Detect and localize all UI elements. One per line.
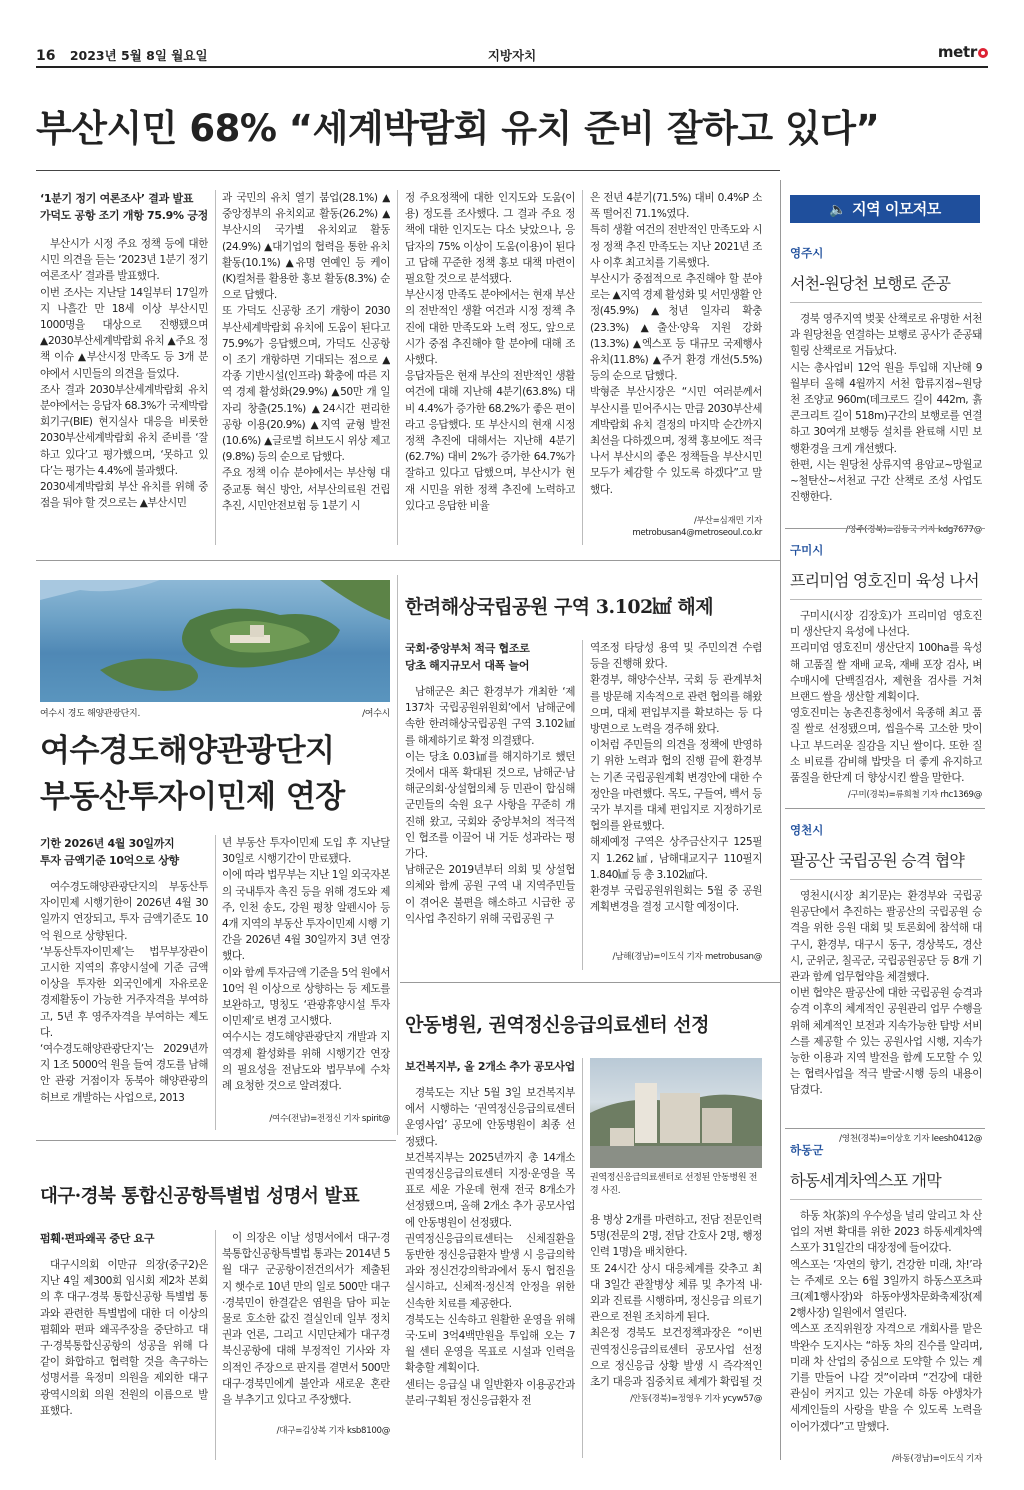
yeosu-col1: [40, 835, 208, 1129]
sidebar-item-byline: /영주(경북)=김동국 기자 kdg7677@: [845, 525, 982, 535]
daegu-headline: 대구·경북 통합신공항특별법 성명서 발표: [40, 1186, 360, 1207]
andong-photo-caption: 권역정신응급의료센터로 선정된 안동병원 전경 사진.: [590, 1173, 758, 1196]
hallyeo-col1: [405, 640, 575, 984]
rule: [790, 599, 982, 600]
paragraph: 남해군은 최근 환경부가 개최한 ‘제137차 국립공원위원회’에서 남해군에 속한 한려해상국립공원 구역 3.102㎢를 해제하기로 확정 의결됐다. 이는 당초 0.03㎢를 해지하기로 했던 것에서 대폭 확대된 것으로, 남해군·남해군의회·상설협의체 등 민관이 합심해 군민들의 숙원 요구 사항을 꾸준히 개진해 왔고, 국회와 중앙부처의 적극적인 협조를 이끌어 내 거둔 성과라는 평가다. 남해군은 2019년부터 의회 및 상설협의체와 함께 공원 구역 내 지역주민들이 겪어온 불편을 해소하고 시급한 공익사업 추진하기 위해 국립공원 구: [405, 686, 575, 925]
sidebar-separator: [785, 528, 985, 529]
main-article-text-4: [590, 190, 762, 512]
page-number: 16: [36, 48, 56, 64]
main-article-col4: [590, 190, 762, 538]
column-rule: [582, 640, 583, 970]
sidebar-heading-text: 지역 이모저모: [852, 200, 941, 218]
main-subhead-2: 가덕도 공항 조기 개항 75.9% 긍정: [40, 209, 208, 222]
daegu-text-1: [40, 1257, 208, 1437]
yeosu-text-1: [40, 879, 208, 1129]
column-rule: [397, 575, 398, 1135]
issue-date: 2023년 5월 8일 월요일: [69, 48, 208, 63]
sidebar-item: [790, 822, 982, 1144]
sidebar-separator: [785, 808, 985, 809]
andong-subhead: 보건복지부, 올 2개소 추가 공모사업: [405, 1060, 575, 1073]
sidebar-item-byline: /하동(경남)=이도식 기자: [891, 1454, 982, 1464]
hallyeo-text-1: [405, 684, 575, 984]
daegu-col1: [40, 1230, 208, 1437]
sidebar-item-title: 팔공산 국립공원 승격 협약: [790, 851, 965, 870]
daegu-text-2: [222, 1230, 390, 1422]
brand-logo-mark: [978, 48, 988, 58]
hallyeo-headline: 한려해상국립공원 구역 3.102㎢ 해제: [405, 596, 714, 618]
yeosu-photo-credit: /여수시: [362, 709, 390, 719]
rule: [790, 879, 982, 880]
header-rule: [36, 66, 988, 68]
paragraph: 대구시의회 이만규 의장(중구2)은 지난 4일 제300회 임시회 제2차 본회의 후 대구·경북 통합신공항 특별법 통과와 관련한 특별법에 대한 더 이상의 폄훼와 편파 왜곡주장을 중단하고 대구·경북통합신공항의 성공을 위해 다같이 화합하고 협력할 것을 촉구하는 성명서를 육정미 의원을 제외한 대구광역시의회 의원 전원의 이름으로 발표했다.: [40, 1259, 208, 1417]
brand-logo-text: metr: [937, 43, 977, 61]
sidebar-item-byline: /영천(경북)=이상호 기자 leesh0412@: [839, 1134, 982, 1144]
column-rule: [215, 1230, 216, 1460]
sidebar-item-text: [790, 311, 982, 521]
andong-col1: [405, 1058, 575, 1425]
paragraph: 용 병상 2개를 마련하고, 전담 전문인력 5명(전문의 2명, 전담 간호사 2명, 행정인력 1명)을 배치한다. 또 24시간 상시 대응체계를 갖추고 최대 3일간 관찰병상 체류 및 추가적 내·외과 진료를 시행하며, 정신응급 의료기관으로 전원 조치하게 된다. 최은정 경북도 보건정책과장은 “이번 권역정신응급의료센터 공모사업 선정으로 정신응급 상황 발생 시 즉각적인 초기 대응과 집중치료 체계가 확립될 것: [590, 1214, 762, 1389]
sidebar-item-title: 하동세계차엑스포 개막: [790, 1171, 941, 1190]
main-article-col2: [222, 190, 390, 542]
sidebar-item: [790, 1142, 982, 1464]
yeosu-subhead-2: 투자 금액기준 10억으로 상향: [40, 854, 179, 867]
hallyeo-subhead-1: 국회·중앙부처 적극 협조로: [405, 642, 530, 655]
paragraph: 부산시가 시정 주요 정책 등에 대한 시민 의견을 듣는 ‘2023년 1분기 정기 여론조사’ 결과를 발표했다. 이번 조사는 지난달 14일부터 17일까지 나흘간 만 18세 이상 부산시민 1000명을 대상으로 진행됐으며 ▲2030부산세계박람회 유치 ▲주요 정책 이슈 ▲부산시정 만족도 등 3개 분야에서 시민들의 의견을 들었다. 조사 결과 2030부산세계박람회 유치 분야에서는 응답자 68.3%가 국제박람회기구(BIE) 현지실사 대응을 비롯한 2030부산세계박람회 유치 준비를 ‘잘하고 있다’고 평가했으며, ‘못하고 있다’는 평가는 4.4%에 불과했다. 2030세계박람회 부산 유치를 위해 중점을 둬야 할 것으로는 ▲부산시민: [40, 238, 208, 510]
yeosu-col2: [222, 835, 390, 1124]
page-header: [36, 40, 988, 64]
main-article-text-3: [405, 190, 575, 542]
paragraph: 정 주요정책에 대한 인지도와 도움(이용) 정도를 조사했다. 그 결과 주요 정책에 대한 인지도는 다소 낮았으나, 응답자의 75% 이상이 도움(이용)이 된다고 답해 꾸준한 정책 홍보 대책 마련이 필요할 것으로 분석됐다. 부산시정 만족도 분야에서는 현재 부산의 전반적인 생활 여건과 시정 정책 추진에 대한 만족도와 노력 정도, 앞으로 시가 중점 추진해야 할 분야에 대해 조사했다. 응답자들은 현재 부산의 전반적인 생활 여건에 대해 지난해 4분기(63.8%) 대비 4.4%가 증가한 68.2%가 좋은 편이라고 응답했다. 또 부산시의 현재 시정정책 추진에 대해서는 지난해 4분기(62.7%) 대비 2%가 증가한 64.7%가 잘하고 있다고 답했으며, 부산시가 현재 시민을 위한 정책 추진에 노력하고 있다고 응답한 비율: [405, 192, 575, 512]
sidebar-item-text: [790, 608, 982, 786]
andong-text-1: [405, 1085, 575, 1425]
column-rule: [397, 190, 398, 545]
paragraph: 경북도는 지난 5월 3일 보건복지부에서 시행하는 ‘권역정신응급의료센터 운영사업’ 공모에 안동병원이 최종 선정됐다. 보건복지부는 2025년까지 총 14개소 권역정신응급의료센터 지정·운영을 목표로 세운 가운데 현재 전국 8개소가 선정됐으며, 올해 2개소 추가 공모사업에 안동병원이 선정됐다. 권역정신응급의료센터는 신체질환을 동반한 정신응급환자 발생 시 응급의학과와 정신건강의학과에서 동시 협진을 실시하고, 신체적·정신적 안정을 위한 신속한 치료를 제공한다. 경북도는 신속하고 원활한 운영을 위해 국·도비 3억4백만원을 투입해 오는 7월 센터 운영을 목표로 시설과 인력을 확충할 계획이다. 센터는 응급실 내 일반환자 이용공간과 분리·구획된 정신응급환자 전: [405, 1087, 575, 1407]
main-article-col3: [405, 190, 575, 542]
yeosu-headline-line1: 여수경도해양관광단지: [40, 733, 335, 769]
hallyeo-text-2: [590, 640, 762, 948]
sidebar-item: [790, 245, 982, 535]
sidebar-separator: [785, 1128, 985, 1129]
sidebar-divider: [780, 180, 781, 1460]
paragraph: 여수경도해양관광단지의 부동산투자이민제 시행기한이 2026년 4월 30일까지 연장되고, 투자 금액기준도 10억 원으로 상향된다. ‘부동산투자이민제’는 법무부장관이 고시한 지역의 휴양시설에 기준 금액 이상을 투자한 외국인에게 자유로운 경제활동이 가능한 거주자격을 부여하고, 5년 후 영주자격을 부여하는 제도다. ‘여수경도해양관광단지’는 2029년까지 1조 5000억 원을 들여 경도를 남해안 관광 거점이자 동북아 해양관광의 허브로 개발하는 사업으로, 2013: [40, 881, 208, 1104]
yeosu-photo: [40, 580, 390, 702]
paragraph: 하동 차(茶)의 우수성을 널리 알리고 차 산업의 저변 확대를 위한 2023 하동세계차엑스포가 31일간의 대장정에 들어갔다. 엑스포는 ‘자연의 향기, 건강한 미래, 차!’라는 주제로 오는 6월 3일까지 하동스포츠파크(제1행사장)와 하동야생차문화축제장(제2행사장) 일원에서 열린다. 엑스포 조직위원장 자격으로 개회사를 맡은 박완수 도지사는 “하동 차의 진수를 알리며, 미래 차 산업의 중심으로 도약할 수 있는 계기를 만들어 나갈 것”이라며 “건강에 대한 관심이 커지고 있는 가운데 하동 야생차가 세계인들의 사랑을 받을 수 있도록 노력을 이어가겠다”고 말했다.: [790, 1210, 982, 1433]
main-headline-rule: [36, 170, 780, 171]
main-byline: /부산=심재민 기자: [694, 516, 762, 526]
sidebar-item-text: [790, 1208, 982, 1450]
yeosu-headline-line2: 부동산투자이민제 연장: [40, 779, 345, 815]
column-rule: [215, 835, 216, 1130]
paragraph: 년 부동산 투자이민제 도입 후 지난달 30일로 시행기간이 만료됐다. 이에 따라 법무부는 지난 1일 외국자본의 국내투자 촉진 등을 위해 경도와 제주, 인천 송도, 강원 평창 알펜시아 등 4개 지역의 부동산 투자이민제 시행 기간을 2026년 4월 30일까지 3년 연장했다. 이와 함께 투자금액 기준을 5억 원에서 10억 원 이상으로 상향하는 등 제도를 보완하고, 명칭도 ‘관광휴양시설 투자이민제’로 변경 고시했다. 여수시는 경도해양관광단지 개발과 지역경제 활성화를 위해 시행기간 연장의 필요성을 전남도와 법무부에 수차례 요청한 것으로 알려졌다.: [222, 837, 390, 1093]
daegu-byline: /대구=김상복 기자 ksb8100@: [276, 1426, 390, 1436]
paragraph: 구미시(시장 김장호)가 프리미엄 영호진미 생산단지 육성에 나선다. 프리미엄 영호진미 생산단지 100ha를 육성해 고품질 쌀 재배 교육, 재배 포장 검사, 벼 수매시에 단백질검사, 제현율 검사를 거쳐 브랜드 쌀을 생산할 계획이다. 영호진미는 농촌진흥청에서 육종해 최고 품질 쌀로 선정됐으며, 씹을수록 고소한 맛이 나고 부드러운 질감을 지닌 쌀이다. 또한 질소 비료를 감비해 밥맛을 더 좋게 유지하고 품질을 한단계 더 향상시킨 쌀을 말한다.: [790, 610, 982, 785]
sidebar-item-region: 영주시: [790, 246, 824, 260]
sidebar-heading: [790, 195, 980, 223]
andong-text-2: [590, 1212, 762, 1390]
hallyeo-subhead-2: 당초 해지규모서 대폭 늘어: [405, 659, 530, 672]
section-name: 지방자치: [487, 48, 537, 63]
paragraph: 이 의장은 이날 성명서에서 대구·경북통합신공항특별법 통과는 2014년 5월 대구 군공항이전건의서가 제출된 지 햇수로 10년 만의 일로 500만 대구·경북민이 한결같은 염원을 담아 피눈물로 호소한 값진 결실인데 일부 정치권과 언론, 그리고 시민단체가 대구경북신공항에 대해 부정적인 기사와 자의적인 주장으로 판지를 곁면서 500만 대구·경북민에게 불안과 새로운 혼란을 부추기고 있다고 주장했다.: [222, 1232, 390, 1407]
sidebar-item-title: 프리미엄 영호진미 육성 나서: [790, 571, 979, 590]
main-article-col1: [40, 190, 208, 596]
sidebar-item: [790, 542, 982, 800]
sidebar-item-region: 하동군: [790, 1143, 824, 1157]
paragraph: 과 국민의 유치 열기 붐업(28.1%) ▲중앙정부의 유치외교 활동(26.2%) ▲부산시의 국가별 유치외교 활동(24.9%) ▲대기업의 협력을 통한 유치 활동(10.1%) ▲유명 연예인 등 케이(K)컬처를 활용한 홍보 활동(8.3%) 순으로 답했다. 또 가덕도 신공항 조기 개항이 2030 부산세계박람회 유치에 도움이 된다고 75.9%가 응답했으며, 가덕도 신공항이 조기 개항하면 기대되는 점으로 ▲각종 기반시설(인프라) 확충에 따른 지역 경제 활성화(29.9%) ▲50만 개 일자리 창출(25.1%) ▲24시간 편리한 공항 이용(20.9%) ▲지역 균형 발전(10.6%) ▲글로벌 허브도시 위상 제고(9.8%) 등의 순으로 답했다. 주요 정책 이슈 분야에서는 부산형 대중교통 혁신 방안, 서부산의료원 건립 추진, 시민안전보험 등 1분기 시: [222, 192, 390, 512]
sidebar-item-title: 서천-원당천 보행로 준공: [790, 274, 951, 293]
rule: [790, 302, 982, 303]
andong-col2: [590, 1212, 762, 1404]
yeosu-text-2: [222, 835, 390, 1110]
paragraph: 영천시(시장 최기문)는 환경부와 국립공원공단에서 추진하는 팔공산의 국립공원 승격을 위한 응원 대회 및 토론회에 참석해 대구시, 환경부, 대구시 동구, 경상북도, 경산시, 군위군, 칠곡군, 국립공원공단 등 8개 기관과 함께 업무협약을 체결했다. 이번 협약은 팔공산에 대한 국립공원 승격과 승격 이후의 체계적인 공원관리 업무 수행을 위해 체계적인 보전과 지속가능한 탐방 서비스를 제공할 수 있는 공원사업 시행, 지속가능한 이용과 지역 발전을 함께 도모할 수 있는 협력사업을 적극 발굴·시행 등의 내용이 담겼다.: [790, 890, 982, 1097]
paragraph: 역조정 타당성 용역 및 주민의견 수렴 등을 진행해 왔다. 환경부, 해양수산부, 국회 등 관계부처를 방문해 지속적으로 관련 협의를 해왔으며, 대체 편입부지를 확보하는 등 다방면으로 노력을 경주해 왔다. 이처럼 주민들의 의견을 정책에 반영하기 위한 노력과 협의 진행 끝에 환경부는 기존 국립공원계획 변경안에 대한 수정안을 마련했다. 목도, 구들여, 백서 등 국가 부지를 대체 편입지로 지정하기로 협의를 완료했다. 해제예정 구역은 상주금산지구 125필지 1.262㎢, 남해대교지구 110필지 1.840㎢ 등 총 3.102㎢다. 환경부 국립공원위원회는 5월 중 공원계획변경을 결정 고시할 예정이다.: [590, 642, 762, 914]
rule: [790, 1199, 982, 1200]
paragraph: 경북 영주지역 벚꽃 산책로로 유명한 서천과 원당천을 연결하는 보행로 공사가 준공돼 힐링 산책로로 거듭났다. 시는 총사업비 12억 원을 투입해 지난해 9월부터 올해 4월까지 서천 합류지점~원당천 조양교 960m(데크로드 길이 442m, 흙콘크리트 길이 518m)구간의 보행로를 연결하고 30여개 보행등 설치를 완료해 시민 보행환경을 크게 개선했다. 한편, 시는 원당천 상류지역 용암교~망월교~철탄산~서천교 구간 산책로 조성 사업도 진행한다.: [790, 313, 982, 504]
section-divider: [36, 1140, 396, 1141]
andong-photo: [590, 1058, 762, 1168]
sidebar-item-byline: /구미(경북)=류희철 기자 rhc1369@: [847, 790, 982, 800]
main-article-text-1: [40, 236, 208, 596]
brand-logo: [938, 43, 988, 61]
andong-byline: /안동(경북)=정영우 기자 ycyw57@: [630, 1394, 762, 1404]
island-illustration: [40, 580, 390, 702]
sidebar-item-region: 구미시: [790, 543, 824, 557]
speaker-icon: 🔈: [829, 202, 847, 218]
paragraph: 은 전년 4분기(71.5%) 대비 0.4%P 소폭 떨어진 71.1%였다. 특히 생활 여건의 전반적인 만족도와 시정 정책 추진 만족도는 지난 2021년 조사 이후 최고치를 기록했다. 부산시가 중점적으로 추진해야 할 분야로는 ▲지역 경제 활성화 및 서민생활 안정(45.9%) ▲청년 일자리 확충(23.3%) ▲출산·양육 지원 강화(13.3%) ▲엑스포 등 대규모 국제행사 유치(11.8%) ▲주거 환경 개선(5.5%) 등의 순으로 답했다. 박형준 부산시장은 “시민 여러분께서 부산시를 믿어주시는 만큼 2030부산세계박람회 유치 결정의 마지막 순간까지 최선을 다하겠으며, 정책 홍보에도 적극 나서 부산시의 좋은 정책들을 부산시민 모두가 체감할 수 있도록 하겠다”고 말했다.: [590, 192, 762, 496]
hallyeo-byline: /남해(경남)=이도식 기자 metrobusan@: [612, 952, 762, 962]
section-divider: [36, 560, 780, 561]
column-rule: [582, 190, 583, 545]
hallyeo-col2: [590, 640, 762, 962]
hospital-illustration: [590, 1058, 762, 1168]
section-divider: [400, 982, 780, 983]
yeosu-headline: [40, 728, 345, 820]
column-rule: [215, 190, 216, 545]
main-email: metrobusan4@metroseoul.co.kr: [632, 528, 762, 538]
yeosu-subhead-1: 기한 2026년 4월 30일까지: [40, 837, 175, 850]
daegu-col2: [222, 1230, 390, 1436]
sidebar-item-text: [790, 888, 982, 1130]
yeosu-photo-caption: 여수시 경도 해양관광단지.: [40, 709, 141, 719]
main-subhead-1: ‘1분기 정기 여론조사’ 결과 발표: [40, 192, 194, 205]
daegu-subhead: 펌훼·편파왜곡 중단 요구: [40, 1232, 155, 1245]
yeosu-byline: /여수(전남)=전정신 기자 spirit@: [269, 1114, 390, 1124]
main-headline: 부산시민 68% “세계박람회 유치 준비 잘하고 있다”: [36, 107, 880, 150]
column-rule: [582, 1058, 583, 1458]
main-article-text-2: [222, 190, 390, 542]
sidebar-item-region: 영천시: [790, 823, 824, 837]
andong-headline: 안동병원, 권역정신응급의료센터 선정: [405, 1014, 710, 1036]
